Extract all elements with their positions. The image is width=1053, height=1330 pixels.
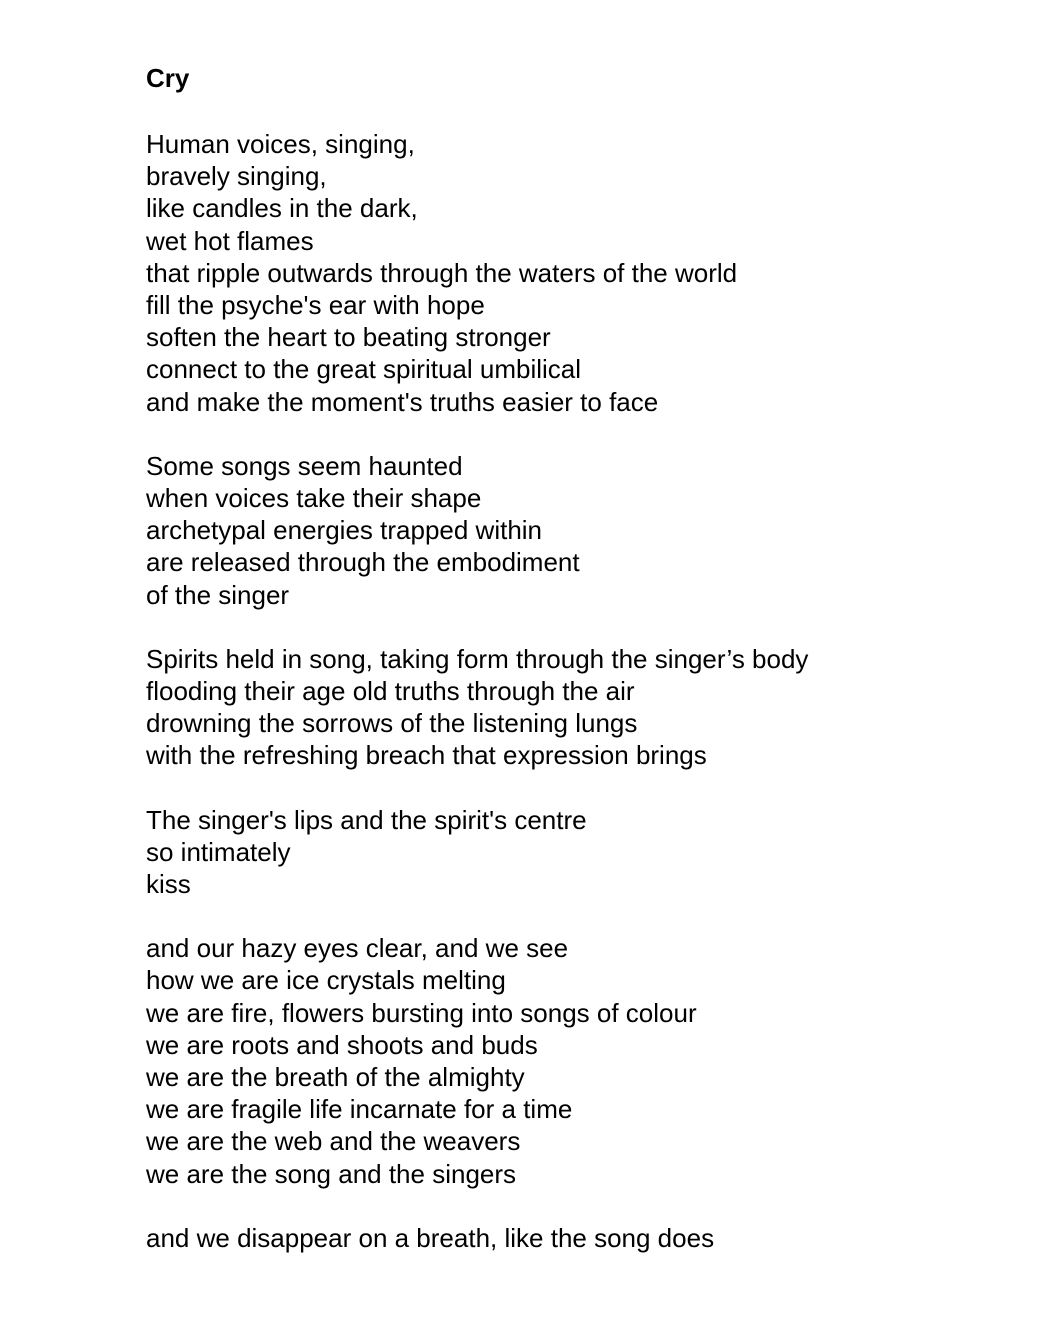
poem-line: and we disappear on a breath, like the song does (146, 1222, 715, 1253)
poem-line: are released through the embodiment (146, 547, 580, 578)
poem-line: wet hot flames (146, 225, 314, 256)
poem-page (146, 62, 1026, 1286)
stanza-3 (146, 643, 1026, 772)
poem-line: fill the psyche's ear with hope (146, 290, 485, 321)
poem-line: we are roots and shoots and buds (146, 1029, 538, 1060)
poem-line: when voices take their shape (146, 483, 482, 514)
poem-line: flooding their age old truths through the air (146, 676, 635, 707)
poem-line: and our hazy eyes clear, and we see (146, 933, 569, 964)
poem-line: we are the breath of the almighty (146, 1062, 525, 1093)
poem-line: we are the web and the weavers (146, 1126, 521, 1157)
poem-line: archetypal energies trapped within (146, 515, 543, 546)
poem-line: like candles in the dark, (146, 193, 418, 224)
poem-line: we are the song and the singers (146, 1158, 517, 1189)
stanza-2 (146, 450, 1026, 611)
poem-line: we are fire, flowers bursting into songs of colour (146, 997, 697, 1028)
poem-line: how we are ice crystals melting (146, 965, 506, 996)
poem-line: we are fragile life incarnate for a time (146, 1094, 573, 1125)
poem-line: that ripple outwards through the waters of the world (146, 257, 738, 288)
poem-line: and make the moment's truths easier to face (146, 386, 659, 417)
stanza-1 (146, 128, 1026, 418)
poem-line: with the refreshing breach that expression brings (146, 740, 707, 771)
poem-line: of the singer (146, 579, 290, 610)
poem-line: drowning the sorrows of the listening lungs (146, 708, 638, 739)
stanza-5 (146, 932, 1026, 1190)
poem-line: bravely singing, (146, 161, 327, 192)
poem-line: kiss (146, 869, 191, 900)
poem-line: soften the heart to beating stronger (146, 322, 551, 353)
stanza-6 (146, 1222, 1026, 1254)
poem-line: connect to the great spiritual umbilical (146, 354, 582, 385)
poem-line: Spirits held in song, taking form through the singer’s body (146, 643, 809, 674)
stanza-4 (146, 804, 1026, 901)
poem-line: The singer's lips and the spirit's centre (146, 804, 587, 835)
poem-line: Some songs seem haunted (146, 450, 463, 481)
poem-title: Cry (146, 63, 190, 93)
poem-line: so intimately (146, 836, 291, 867)
poem-line: Human voices, singing, (146, 129, 415, 159)
